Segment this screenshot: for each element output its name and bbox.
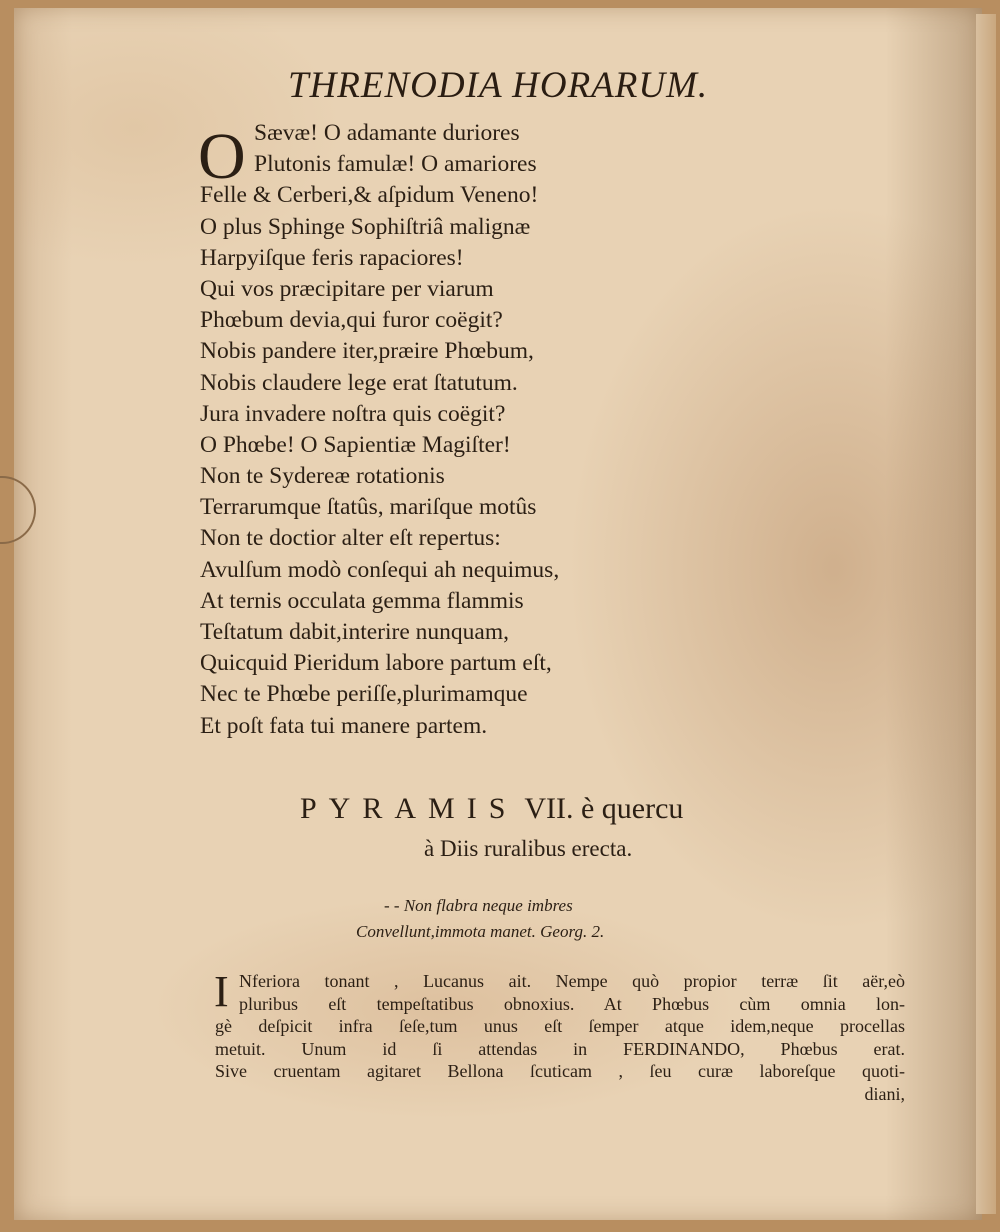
prose-drop-cap: I	[214, 967, 229, 1016]
poem-line: Avulſum modò conſequi ah nequimus,	[200, 556, 560, 583]
poem-line: Plutonis famulæ! O amariores	[254, 151, 537, 178]
poem-line: Qui vos præcipitare per viarum	[200, 275, 494, 302]
section-title-rest: VII. è quercu	[524, 792, 684, 825]
poem-line: Terrarumque ſtatûs, mariſque motûs	[200, 494, 537, 521]
poem-line: Jura invadere noſtra quis coëgit?	[200, 400, 506, 427]
prose-line: gè deſpicit infra ſeſe,tum unus eſt ſemper atque idem,neque procellas	[215, 1016, 905, 1036]
prose-line: pluribus eſt tempeſtatibus obnoxius. At Phœbus cùm omnia lon-	[239, 993, 905, 1014]
poem-line: Sævæ! O adamante duriores	[254, 120, 520, 146]
section-subtitle: à Diis ruralibus erecta.	[424, 836, 633, 861]
page-title: THRENODIA HORARUM.	[288, 65, 709, 106]
poem-line: Quicquid Pieridum labore partum eſt,	[200, 650, 552, 677]
prose-line: Nferiora tonant , Lucanus ait. Nempe quò propior terræ ſit aër,eò	[239, 971, 905, 991]
epigraph-line-1: - - Non flabra neque imbres	[384, 896, 573, 915]
poem-line: Nobis pandere iter,præire Phœbum,	[200, 338, 534, 365]
prose-line: metuit. Unum id ſi attendas in FERDINANDO, Phœbus erat.	[215, 1038, 905, 1059]
poem-line: Nobis claudere lege erat ſtatutum.	[200, 369, 518, 396]
prose-paragraph	[214, 967, 905, 1105]
poem-line: Phœbum devia,qui furor coëgit?	[200, 307, 503, 334]
poem-line: O Phœbe! O Sapientiæ Magiſter!	[200, 431, 511, 458]
section-title	[300, 792, 683, 826]
poem-line: At ternis occulata gemma flammis	[200, 587, 524, 614]
facing-page-edge	[976, 14, 996, 1214]
poem-block	[200, 118, 760, 742]
poem-line: Et poſt fata tui manere partem.	[200, 712, 488, 739]
poem-drop-cap: O	[198, 120, 246, 193]
prose-line-catchword: diani,	[864, 1083, 905, 1104]
poem-line: Nec te Phœbe periſſe,plurimamque	[200, 681, 528, 708]
epigraph-line-2: Convellunt,immota manet. Georg. 2.	[356, 922, 605, 941]
section-title-main: PYRAMIS	[300, 792, 518, 825]
prose-line: Sive cruentam agitaret Bellona ſcuticam , ſeu curæ laboreſque quoti-	[215, 1061, 905, 1081]
poem-line: Teſtatum dabit,interire nunquam,	[200, 619, 509, 645]
poem-line: Non te doctior alter eſt repertus:	[200, 525, 501, 552]
poem-line: Felle & Cerberi,& aſpidum Veneno!	[200, 182, 539, 209]
poem-line: Non te Sydereæ rotationis	[200, 463, 445, 490]
poem-line: O plus Sphinge Sophiſtriâ malignæ	[200, 213, 531, 240]
poem-line: Harpyiſque feris rapaciores!	[200, 244, 464, 271]
